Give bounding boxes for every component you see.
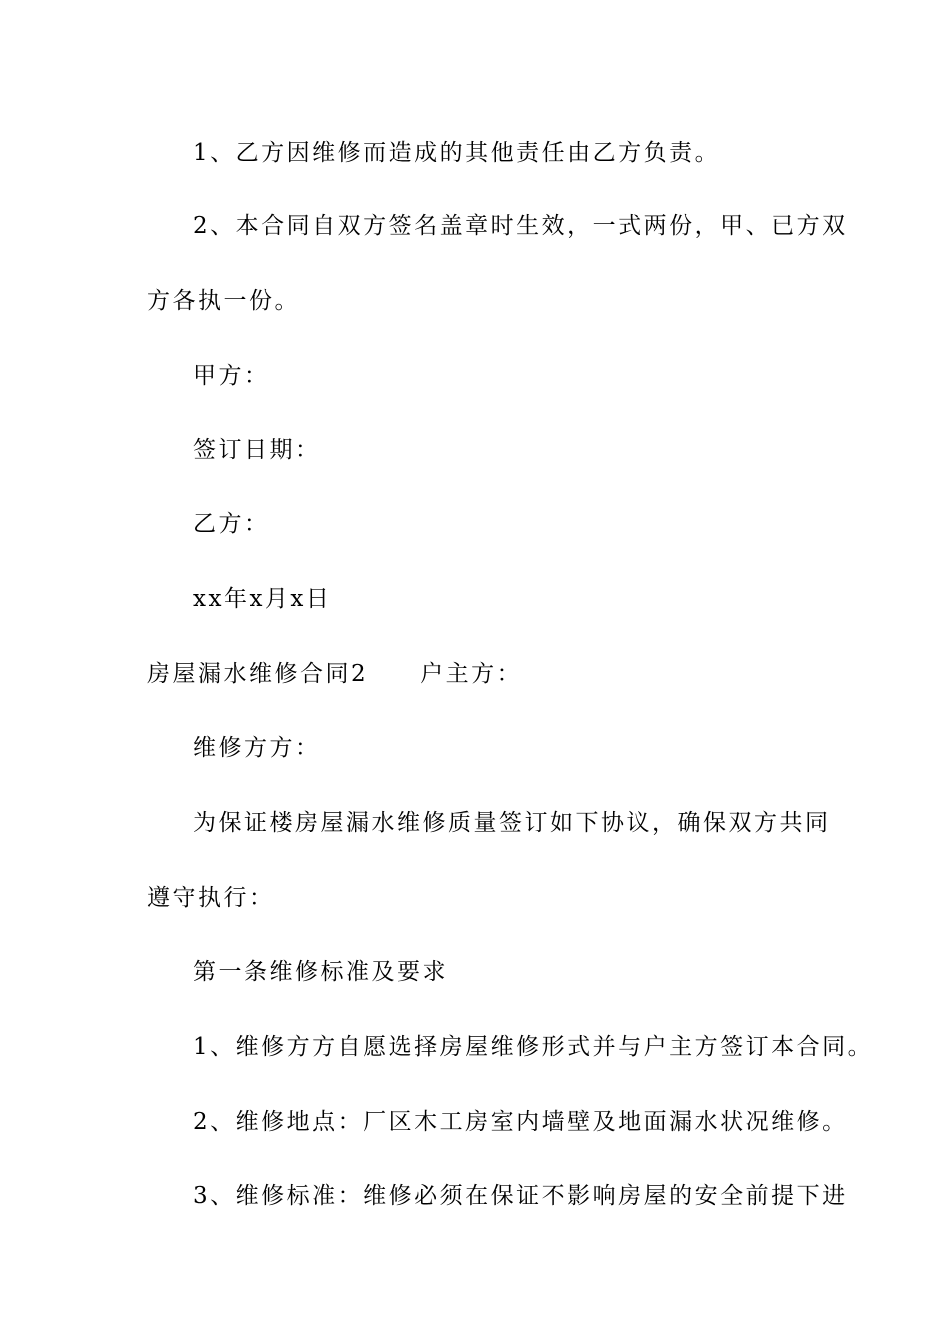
party-a-label: 甲方： [193, 363, 270, 389]
date-placeholder: xx年x月x日 [193, 586, 332, 612]
owner-party-label: 户主方： [420, 661, 523, 687]
intro-paragraph-continued: 遵守执行： [147, 885, 275, 911]
repair-party-label: 维修方方： [193, 735, 321, 761]
clause-text: 1、维修方方自愿选择房屋维修形式并与户主方签订本合同。 [193, 1034, 874, 1060]
clause-text: 1、乙方因维修而造成的其他责任由乙方负责。 [193, 140, 721, 166]
party-b-label: 乙方： [193, 511, 270, 537]
clause-text: 2、维修地点：厂区木工房室内墙壁及地面漏水状况维修。 [193, 1109, 848, 1135]
contract-heading-line [147, 659, 522, 689]
clause-text: 3、维修标准：维修必须在保证不影响房屋的安全前提下进 [193, 1183, 848, 1209]
article-heading: 第一条维修标准及要求 [193, 959, 448, 985]
clause-text-continued: 方各执一份。 [147, 288, 300, 314]
intro-paragraph: 为保证楼房屋漏水维修质量签订如下协议，确保双方共同 [193, 810, 831, 836]
sign-date-label: 签订日期： [193, 437, 321, 463]
contract-heading: 房屋漏水维修合同2 [147, 661, 369, 687]
clause-text: 2、本合同自双方签名盖章时生效，一式两份，甲、已方双 [193, 213, 848, 239]
